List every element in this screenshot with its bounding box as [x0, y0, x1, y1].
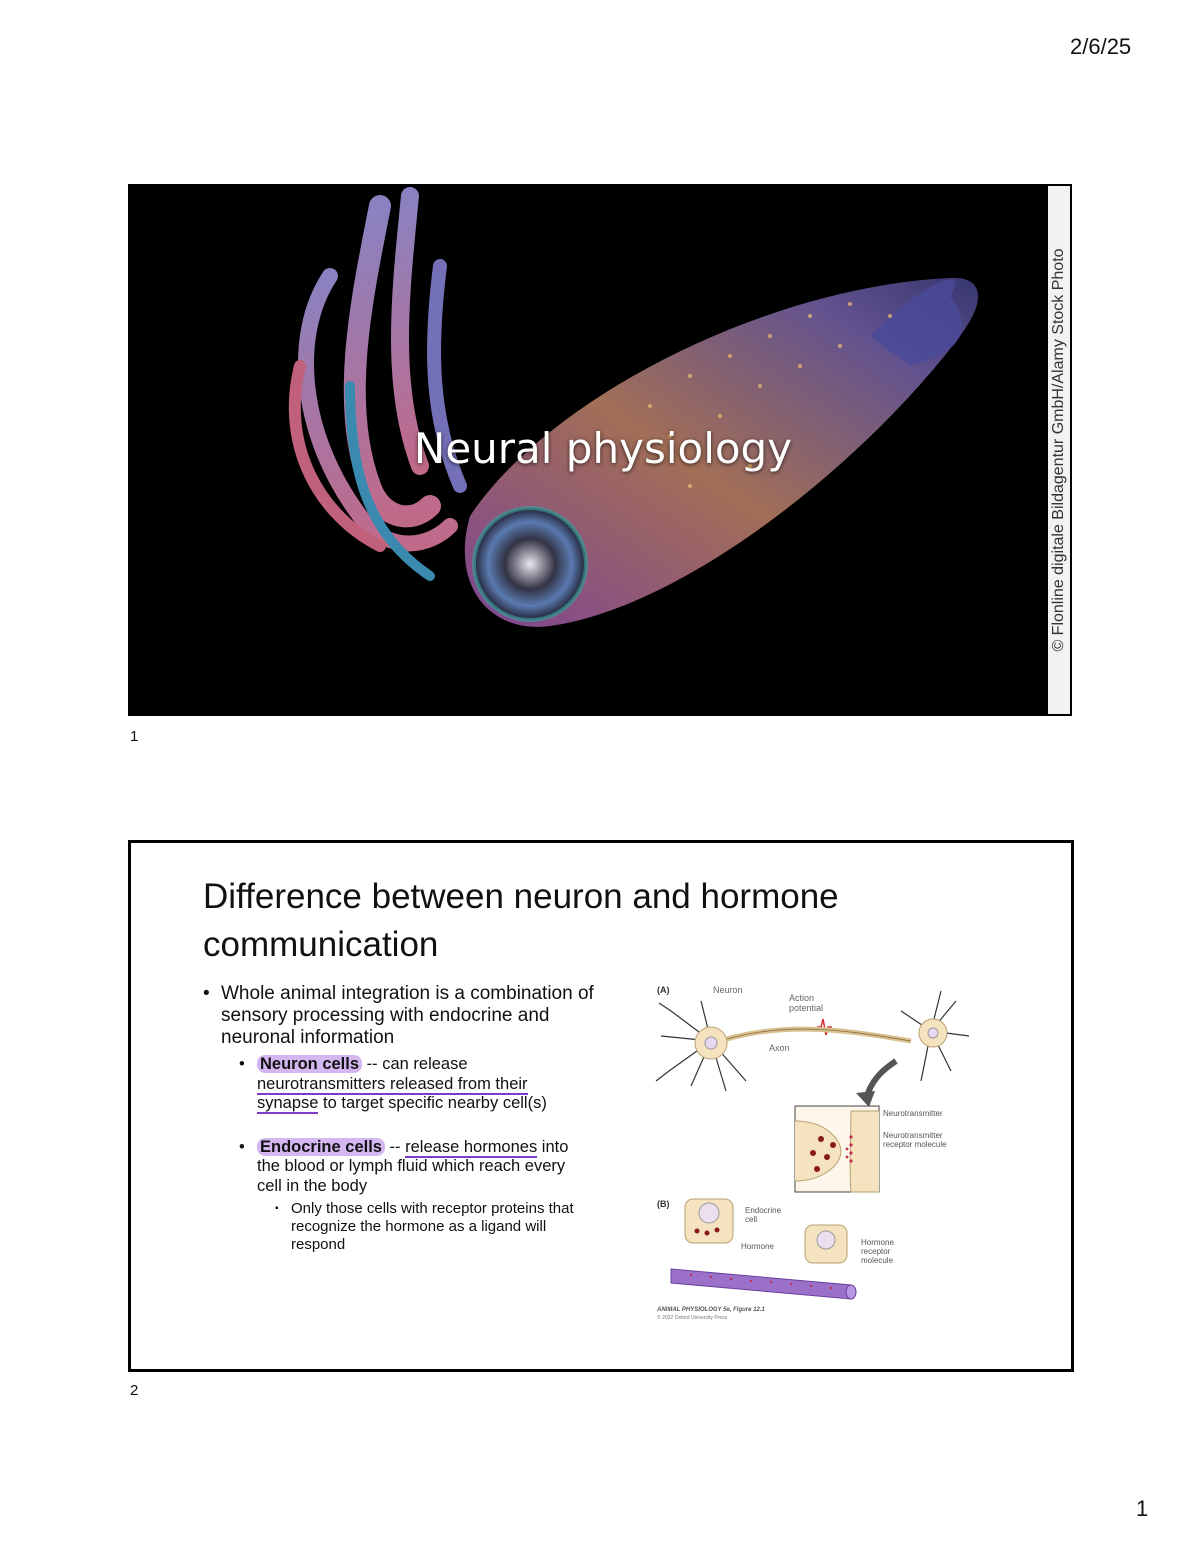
photo-credit-text: © Flonline digitale Bildagentur GmbH/Alamy Stock Photo — [1050, 248, 1067, 652]
separator: -- — [362, 1055, 383, 1073]
neuron-label: Neuron — [713, 985, 743, 995]
header-date: 2/6/25 — [1070, 34, 1132, 59]
neuron-underlined-text: neurotransmitters released from their synapse — [257, 1074, 528, 1112]
slide-1-title: Neural physiology — [413, 424, 793, 473]
bullet-list — [203, 983, 613, 1254]
endocrine-label-2: cell — [745, 1215, 758, 1224]
receptor-label-2: receptor molecule — [883, 1140, 947, 1149]
slide-1 — [128, 184, 1072, 716]
figure-caption-1: ANIMAL PHYSIOLOGY 5e, Figure 12.1 — [657, 1307, 765, 1313]
endocrine-label-1: Endocrine — [745, 1206, 782, 1215]
axon — [727, 1029, 911, 1041]
slide-2-number: 2 — [130, 1382, 139, 1399]
hormone-receptor-label-2: receptor — [861, 1247, 891, 1256]
figure-label-b: (B) — [657, 1199, 670, 1209]
bullet-neuron-cells — [203, 1055, 577, 1114]
neuron-hormone-figure — [651, 981, 971, 1321]
hormone-receptor-label-3: molecule — [861, 1256, 894, 1265]
endocrine-underlined-text: release hormones — [405, 1137, 538, 1156]
hormone-receptor-label-1: Hormone — [861, 1238, 894, 1247]
bullet-integration: • Whole animal integration is a combination of sensory processing with endocrine and neuronal information — [203, 983, 613, 1049]
neuron-text-1: can release — [382, 1055, 468, 1073]
figure-label-a: (A) — [657, 985, 670, 995]
slide-2 — [128, 840, 1074, 1372]
bullet-endocrine-cells — [203, 1138, 577, 1197]
sub-bullet-receptor: ▪ Only those cells with receptor proteins that recognize the hormone as a ligand will respond — [203, 1200, 591, 1254]
axon-label: Axon — [769, 1043, 790, 1053]
hormone-label: Hormone — [741, 1242, 774, 1251]
endocrine-cells-term: Endocrine cells — [257, 1138, 385, 1156]
slide-1-number: 1 — [130, 728, 139, 745]
photo-credit — [1048, 186, 1070, 714]
neurotransmitter-label: Neurotransmitter — [883, 1109, 943, 1118]
slide-2-title: Difference between neuron and hormone communication — [203, 877, 839, 964]
figure-caption-2: © 2022 Oxford University Press — [657, 1315, 728, 1321]
neuron-nucleus-left — [705, 1037, 717, 1049]
neuron-text-2: to target specific nearby cell(s) — [318, 1094, 547, 1112]
page-number: 1 — [1136, 1496, 1149, 1521]
action-potential-label-2: potential — [789, 1003, 824, 1013]
endocrine-text-2: into the blood or lymph fluid which reach every cell in the body — [257, 1137, 569, 1195]
separator: -- — [384, 1137, 406, 1156]
neuron-cells-term: Neuron cells — [257, 1055, 362, 1073]
action-potential-label-1: Action — [789, 993, 815, 1003]
receptor-label-1: Neurotransmitter — [883, 1131, 943, 1140]
blood-vessel — [671, 1269, 856, 1299]
